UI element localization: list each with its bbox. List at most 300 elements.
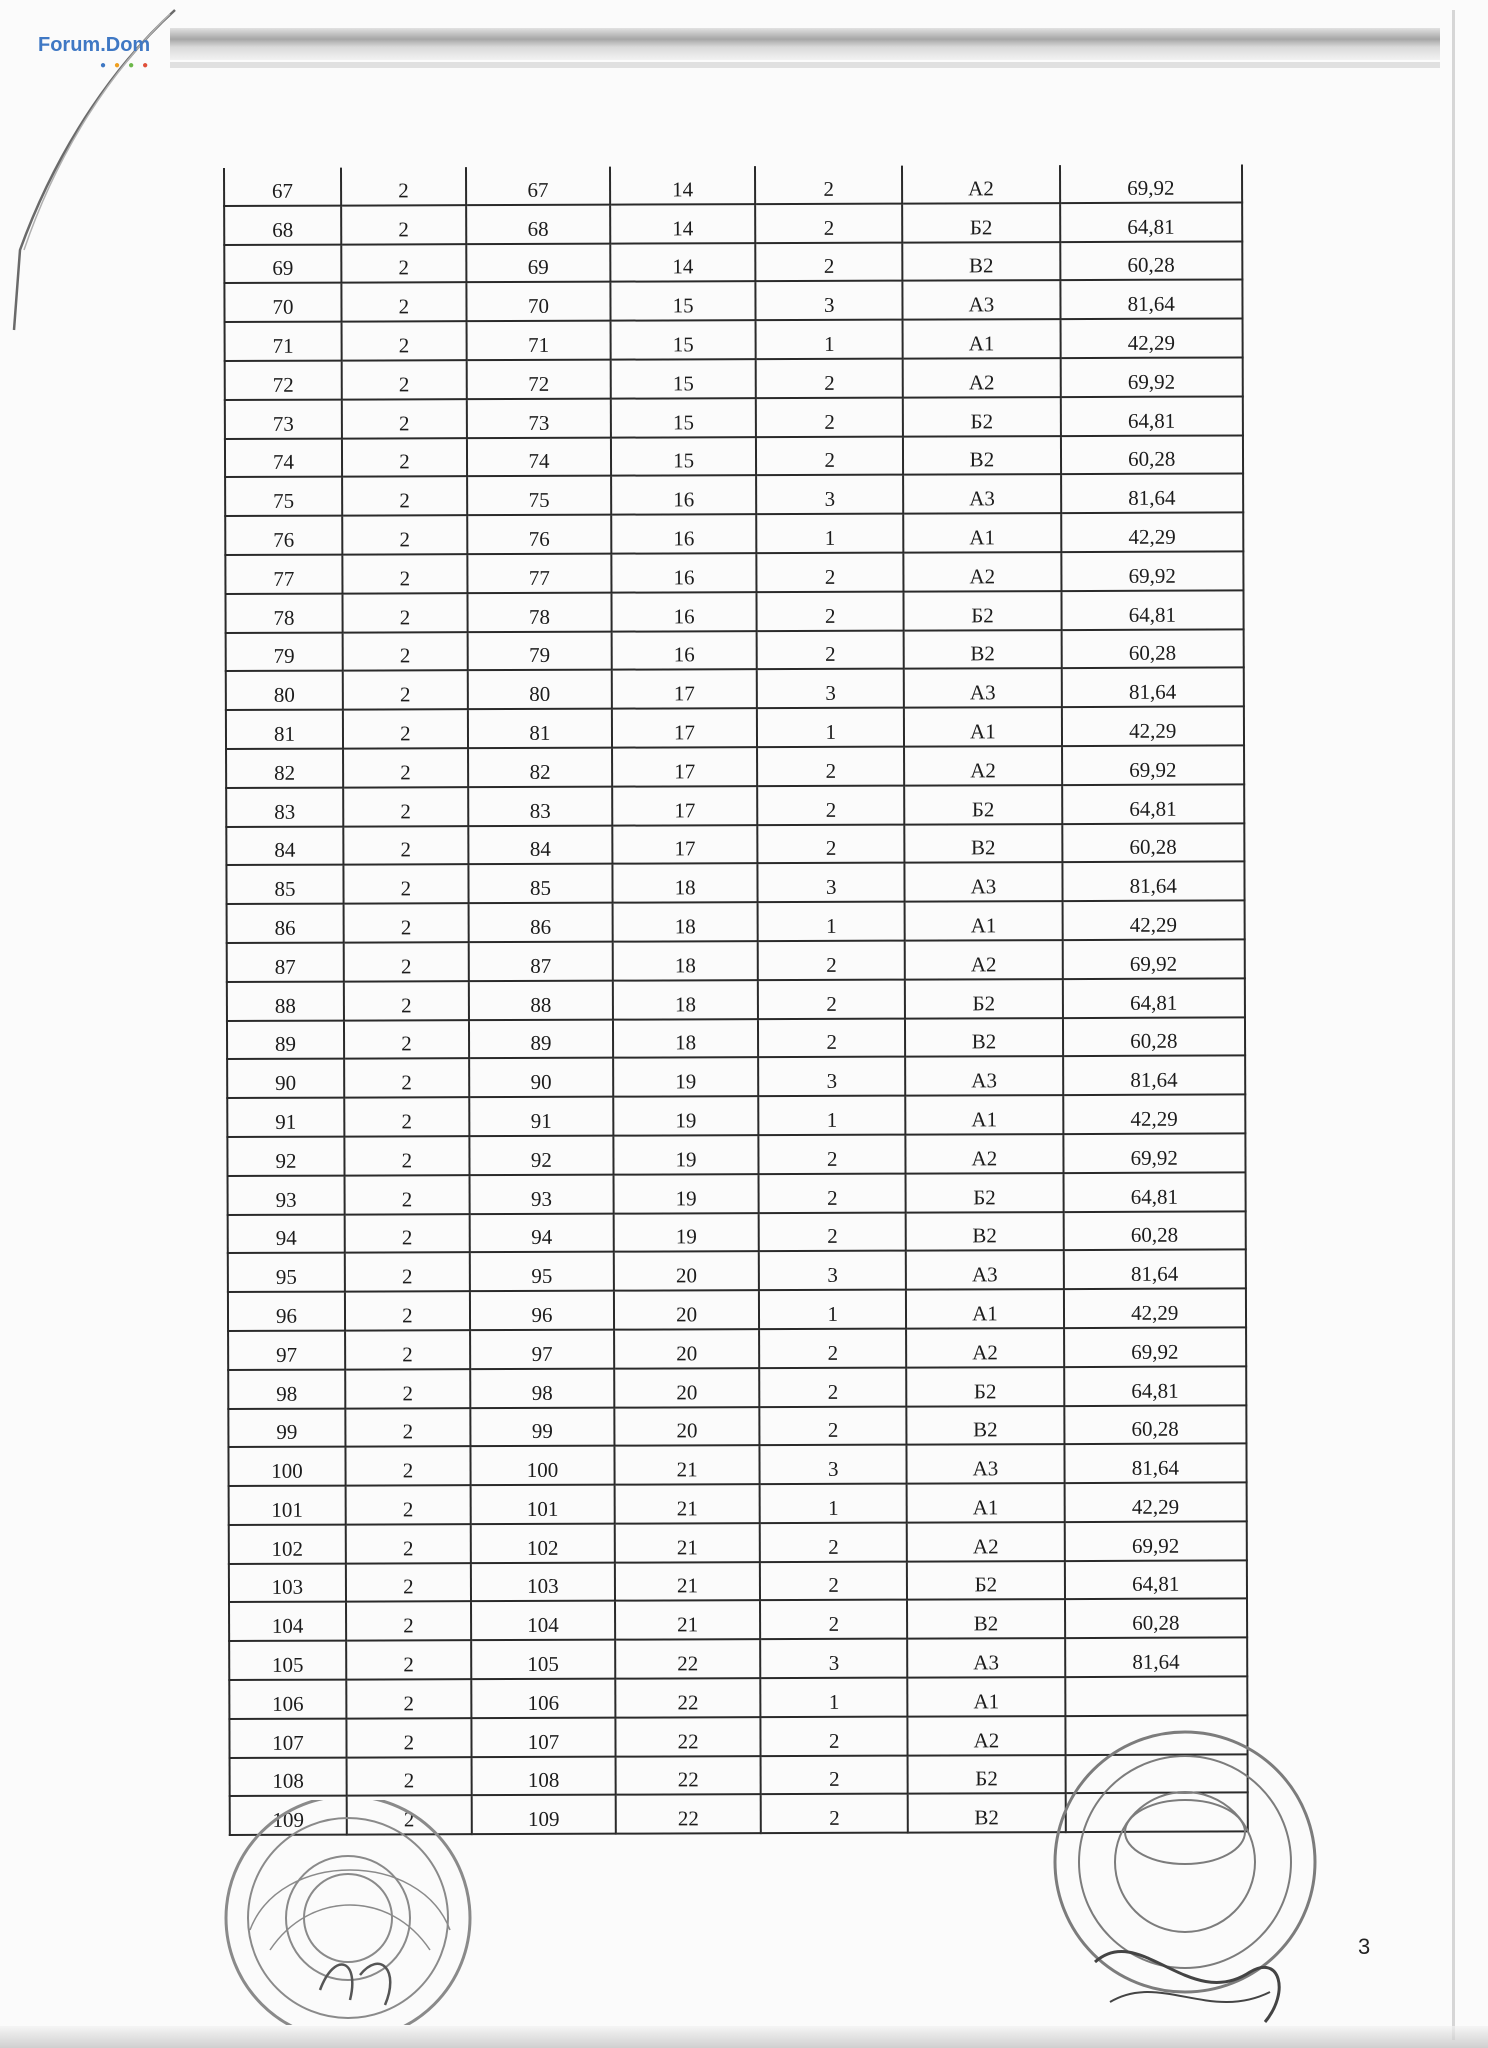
table-row [224,241,1242,283]
cell-row-number: 103 [229,1563,346,1602]
cell-section: 2 [346,1602,471,1641]
cell-type: В2 [907,1600,1064,1639]
table-row [225,513,1243,555]
cell-area: 81,64 [1061,668,1244,707]
cell-rooms: 2 [761,1716,908,1755]
cell-floor: 19 [613,1057,758,1096]
table-row [229,1638,1247,1680]
cell-floor: 21 [614,1445,759,1484]
cell-apartment-number: 103 [471,1562,615,1601]
cell-floor: 18 [613,980,758,1019]
cell-section: 2 [343,671,468,710]
cell-row-number: 79 [226,632,343,671]
cell-apartment-number: 80 [468,670,612,709]
cell-type: А3 [903,280,1060,319]
table-row [225,357,1243,399]
cell-row-number: 97 [228,1330,345,1369]
cell-area: 69,92 [1062,745,1245,784]
cell-apartment-number: 106 [471,1679,615,1718]
table-row [225,551,1243,593]
cell-apartment-number: 89 [469,1019,613,1058]
cell-apartment-number: 72 [467,360,611,399]
cell-floor: 17 [612,669,757,708]
cell-area: 69,92 [1060,164,1243,202]
cell-area: 42,29 [1061,513,1244,552]
cell-floor: 22 [616,1756,761,1795]
watermark-dots: ●●●● [100,60,157,71]
cell-apartment-number: 92 [469,1136,613,1175]
cell-type: А2 [906,1134,1063,1173]
cell-apartment-number: 71 [466,321,610,360]
cell-area: 60,28 [1060,435,1243,474]
cell-section: 2 [346,1757,471,1796]
cell-area: 64,81 [1060,396,1243,435]
cell-area: 81,64 [1062,862,1245,901]
cell-rooms: 2 [760,1600,907,1639]
cell-apartment-number: 99 [470,1407,614,1446]
cell-row-number: 99 [228,1408,345,1447]
cell-row-number: 84 [226,826,343,865]
cell-rooms: 2 [756,397,903,436]
cell-type: В2 [905,1018,1062,1057]
cell-rooms: 2 [755,242,902,281]
cell-rooms: 3 [760,1639,907,1678]
table-row [227,978,1245,1020]
cell-type: А1 [903,319,1060,358]
table-row [228,1211,1246,1253]
table-row [228,1172,1246,1214]
cell-floor: 18 [612,863,757,902]
cell-floor: 22 [615,1717,760,1756]
cell-row-number: 77 [225,555,342,594]
cell-floor: 18 [613,902,758,941]
cell-rooms: 1 [758,1096,905,1135]
cell-section: 2 [345,1446,470,1485]
cell-apartment-number: 96 [470,1291,614,1330]
cell-rooms: 1 [760,1484,907,1523]
cell-area: 69,92 [1062,939,1245,978]
cell-floor: 17 [612,825,757,864]
cell-apartment-number: 81 [468,709,612,748]
cell-rooms: 2 [761,1794,908,1833]
cell-floor: 17 [612,786,757,825]
cell-apartment-number: 83 [468,786,612,825]
cell-area: 81,64 [1061,474,1244,513]
cell-row-number: 78 [225,593,342,632]
cell-rooms: 3 [758,1057,905,1096]
cell-type: В2 [907,1406,1064,1445]
cell-apartment-number: 82 [468,748,612,787]
cell-floor: 19 [613,1096,758,1135]
cell-rooms: 3 [760,1445,907,1484]
cell-rooms: 2 [757,824,904,863]
cell-floor: 17 [612,708,757,747]
cell-type: Б2 [902,203,1059,242]
cell-type: А1 [906,1095,1063,1134]
cell-rooms: 2 [758,1018,905,1057]
cell-rooms: 2 [761,1755,908,1794]
cell-area: 69,92 [1063,1133,1246,1172]
cell-section: 2 [343,709,468,748]
cell-floor: 19 [614,1213,759,1252]
cell-section: 2 [341,244,466,283]
cell-section: 2 [346,1524,471,1563]
cell-row-number: 69 [224,244,341,283]
cell-section: 2 [347,1796,472,1835]
cell-type: В2 [908,1794,1065,1833]
cell-area: 42,29 [1063,1095,1246,1134]
table-row [229,1677,1247,1719]
table-row [226,784,1244,826]
table-row [228,1327,1246,1369]
cell-rooms: 2 [755,203,902,242]
cell-area: 69,92 [1064,1327,1247,1366]
cell-rooms: 3 [756,281,903,320]
cell-row-number: 82 [226,749,343,788]
cell-floor: 16 [611,592,756,631]
table-row [226,707,1244,749]
cell-type: А2 [902,165,1059,203]
cell-apartment-number: 108 [471,1756,615,1795]
cell-apartment-number: 109 [472,1795,616,1834]
cell-row-number: 76 [225,516,342,555]
cell-floor: 18 [613,1019,758,1058]
cell-rooms: 3 [757,669,904,708]
cell-area: 60,28 [1063,1211,1246,1250]
cell-apartment-number: 97 [470,1330,614,1369]
cell-section: 2 [345,1369,470,1408]
cell-rooms: 1 [756,514,903,553]
cell-row-number: 70 [224,283,341,322]
cell-type: Б2 [906,1173,1063,1212]
cell-rooms: 2 [757,591,904,630]
cell-floor: 20 [614,1251,759,1290]
cell-row-number: 88 [227,981,344,1020]
cell-apartment-number: 104 [471,1601,615,1640]
cell-rooms: 2 [756,359,903,398]
cell-row-number: 85 [226,865,343,904]
cell-rooms: 2 [757,630,904,669]
cell-floor: 21 [615,1601,760,1640]
apartment-table [223,164,1249,1836]
cell-rooms: 2 [757,747,904,786]
cell-section: 2 [344,1020,469,1059]
cell-area: 60,28 [1065,1599,1248,1638]
cell-row-number: 68 [224,205,341,244]
cell-row-number: 105 [229,1641,346,1680]
cell-section: 2 [342,360,467,399]
cell-row-number: 100 [228,1447,345,1486]
cell-type: В2 [903,436,1060,475]
cell-apartment-number: 91 [469,1097,613,1136]
table-row [227,1133,1245,1175]
cell-type: А2 [906,1328,1063,1367]
cell-area: 81,64 [1060,280,1243,319]
cell-apartment-number: 98 [470,1368,614,1407]
table-row [226,629,1244,671]
cell-row-number: 83 [226,787,343,826]
cell-type: А3 [905,1056,1062,1095]
cell-type: А1 [907,1483,1064,1522]
cell-floor: 19 [613,1135,758,1174]
cell-apartment-number: 85 [468,864,612,903]
cell-section: 2 [344,1058,469,1097]
cell-rooms: 2 [759,1173,906,1212]
round-seal-right [1040,1722,1330,2032]
cell-type: Б2 [908,1755,1065,1794]
cell-type: А3 [906,1250,1063,1289]
cell-apartment-number: 76 [467,515,611,554]
cell-apartment-number: 74 [467,437,611,476]
cell-section: 2 [342,554,467,593]
cell-apartment-number: 79 [467,631,611,670]
table-row [229,1521,1247,1563]
table-row [228,1289,1246,1331]
cell-rooms: 2 [760,1561,907,1600]
cell-area: 42,29 [1064,1483,1247,1522]
cell-section: 2 [342,515,467,554]
cell-area: 64,81 [1062,978,1245,1017]
cell-section: 2 [341,205,466,244]
cell-section: 2 [343,903,468,942]
cell-rooms: 2 [760,1523,907,1562]
cell-type: Б2 [906,1367,1063,1406]
cell-floor: 20 [614,1368,759,1407]
cell-floor: 14 [610,166,755,204]
cell-row-number: 96 [228,1292,345,1331]
cell-floor: 15 [610,282,755,321]
cell-section: 2 [341,167,466,205]
cell-floor: 19 [614,1174,759,1213]
cell-rooms: 2 [759,1212,906,1251]
cell-row-number: 74 [225,438,342,477]
cell-section: 2 [341,283,466,322]
cell-apartment-number: 107 [471,1718,615,1757]
cell-apartment-number: 100 [470,1446,614,1485]
cell-row-number: 89 [227,1020,344,1059]
cell-floor: 15 [611,359,756,398]
watermark-text: Forum.Dom [38,34,151,56]
cell-floor: 16 [611,553,756,592]
cell-section: 2 [343,787,468,826]
cell-type: А2 [905,940,1062,979]
cell-type: А3 [903,474,1060,513]
scan-artifact-top [170,28,1440,60]
cell-area: 60,28 [1061,629,1244,668]
cell-row-number: 102 [229,1524,346,1563]
cell-apartment-number: 68 [466,204,610,243]
cell-apartment-number: 69 [466,243,610,282]
cell-rooms: 2 [759,1367,906,1406]
cell-floor: 18 [613,941,758,980]
cell-rooms: 2 [758,941,905,980]
cell-section: 2 [344,1175,469,1214]
cell-row-number: 87 [227,943,344,982]
cell-apartment-number: 84 [468,825,612,864]
cell-rooms: 1 [758,902,905,941]
cell-apartment-number: 90 [469,1058,613,1097]
cell-section: 2 [344,942,469,981]
cell-floor: 21 [615,1484,760,1523]
cell-type: А2 [908,1716,1065,1755]
cell-section: 2 [342,399,467,438]
cell-section: 2 [342,477,467,516]
cell-floor: 16 [611,476,756,515]
cell-apartment-number: 75 [467,476,611,515]
cell-area [1065,1677,1248,1716]
cell-section: 2 [346,1485,471,1524]
cell-rooms: 1 [759,1290,906,1329]
cell-rooms: 1 [760,1678,907,1717]
cell-type: А3 [907,1638,1064,1677]
cell-row-number: 80 [226,671,343,710]
cell-area: 42,29 [1063,1289,1246,1328]
cell-type: А3 [904,668,1061,707]
table-row [224,280,1242,322]
cell-type: А1 [908,1677,1065,1716]
cell-row-number: 109 [230,1796,347,1835]
cell-type: А1 [903,513,1060,552]
cell-type: Б2 [905,979,1062,1018]
cell-area: 60,28 [1064,1405,1247,1444]
cell-type: В2 [903,242,1060,281]
cell-apartment-number: 86 [468,903,612,942]
table-row [228,1444,1246,1486]
cell-type: А3 [905,862,1062,901]
scan-artifact-top-line [170,62,1440,68]
cell-floor: 15 [611,398,756,437]
cell-floor: 15 [611,320,756,359]
cell-area: 60,28 [1062,1017,1245,1056]
round-seal-left [210,1800,490,2025]
cell-section: 2 [341,321,466,360]
cell-floor: 20 [614,1329,759,1368]
cell-section: 2 [346,1563,471,1602]
cell-section: 2 [343,864,468,903]
cell-floor: 17 [612,747,757,786]
scan-artifact-right-edge [1452,10,1455,2040]
cell-type: В2 [905,824,1062,863]
cell-rooms: 2 [758,979,905,1018]
cell-rooms: 2 [755,166,902,204]
table-row [226,862,1244,904]
cell-section: 2 [345,1252,470,1291]
cell-type: А1 [906,1289,1063,1328]
cell-area: 64,81 [1061,590,1244,629]
cell-floor: 21 [615,1523,760,1562]
cell-row-number: 90 [227,1059,344,1098]
table-row [224,202,1242,244]
cell-row-number: 104 [229,1602,346,1641]
table-row [229,1599,1247,1641]
cell-apartment-number: 88 [469,980,613,1019]
cell-type: Б2 [903,397,1060,436]
cell-apartment-number: 78 [467,592,611,631]
page-number: 3 [1358,1934,1371,1959]
cell-floor: 21 [615,1562,760,1601]
cell-area: 69,92 [1060,357,1243,396]
cell-rooms: 2 [756,553,903,592]
cell-row-number: 108 [230,1757,347,1796]
table-row [227,1056,1245,1098]
table-row [226,745,1244,787]
cell-type: Б2 [907,1561,1064,1600]
cell-area: 64,81 [1064,1366,1247,1405]
table-row [225,590,1243,632]
table-row [229,1560,1247,1602]
cell-section: 2 [344,981,469,1020]
cell-type: А2 [904,746,1061,785]
cell-section: 2 [346,1718,471,1757]
cell-section: 2 [344,1097,469,1136]
cell-row-number: 92 [227,1137,344,1176]
cell-row-number: 95 [228,1253,345,1292]
cell-row-number: 75 [225,477,342,516]
cell-rooms: 2 [759,1406,906,1445]
cell-type: А1 [904,707,1061,746]
cell-type: Б2 [904,785,1061,824]
cell-section: 2 [343,632,468,671]
cell-floor: 16 [611,514,756,553]
cell-rooms: 3 [759,1251,906,1290]
cell-floor: 20 [614,1407,759,1446]
table-row [227,1017,1245,1059]
cell-rooms: 2 [759,1329,906,1368]
cell-floor: 14 [610,204,755,243]
cell-row-number: 98 [228,1369,345,1408]
cell-row-number: 72 [225,361,342,400]
cell-section: 2 [343,748,468,787]
cell-row-number: 94 [228,1214,345,1253]
cell-area: 42,29 [1061,707,1244,746]
cell-floor: 20 [614,1290,759,1329]
cell-type: А2 [903,358,1060,397]
cell-type: А2 [907,1522,1064,1561]
cell-apartment-number: 67 [466,167,610,205]
cell-rooms: 3 [758,863,905,902]
cell-type: В2 [904,630,1061,669]
cell-row-number: 101 [229,1486,346,1525]
cell-area: 69,92 [1061,551,1244,590]
cell-section: 2 [343,826,468,865]
table-row [228,1366,1246,1408]
cell-floor: 22 [616,1795,761,1834]
cell-area: 81,64 [1065,1638,1248,1677]
cell-type: А1 [905,901,1062,940]
cell-area: 64,81 [1062,784,1245,823]
cell-row-number: 107 [229,1718,346,1757]
table-row [227,901,1245,943]
table-row [229,1483,1247,1525]
cell-row-number: 93 [228,1175,345,1214]
table-row [228,1250,1246,1292]
cell-rooms: 1 [757,708,904,747]
cell-area: 69,92 [1064,1521,1247,1560]
cell-type: Б2 [904,591,1061,630]
cell-row-number: 106 [229,1680,346,1719]
cell-row-number: 86 [227,904,344,943]
cell-apartment-number: 95 [470,1252,614,1291]
cell-apartment-number: 73 [467,398,611,437]
cell-apartment-number: 105 [471,1640,615,1679]
cell-row-number: 73 [225,399,342,438]
cell-rooms: 2 [759,1135,906,1174]
cell-section: 2 [345,1214,470,1253]
table-row [225,319,1243,361]
cell-row-number: 67 [224,168,341,206]
cell-section: 2 [344,1136,469,1175]
cell-rooms: 1 [756,320,903,359]
